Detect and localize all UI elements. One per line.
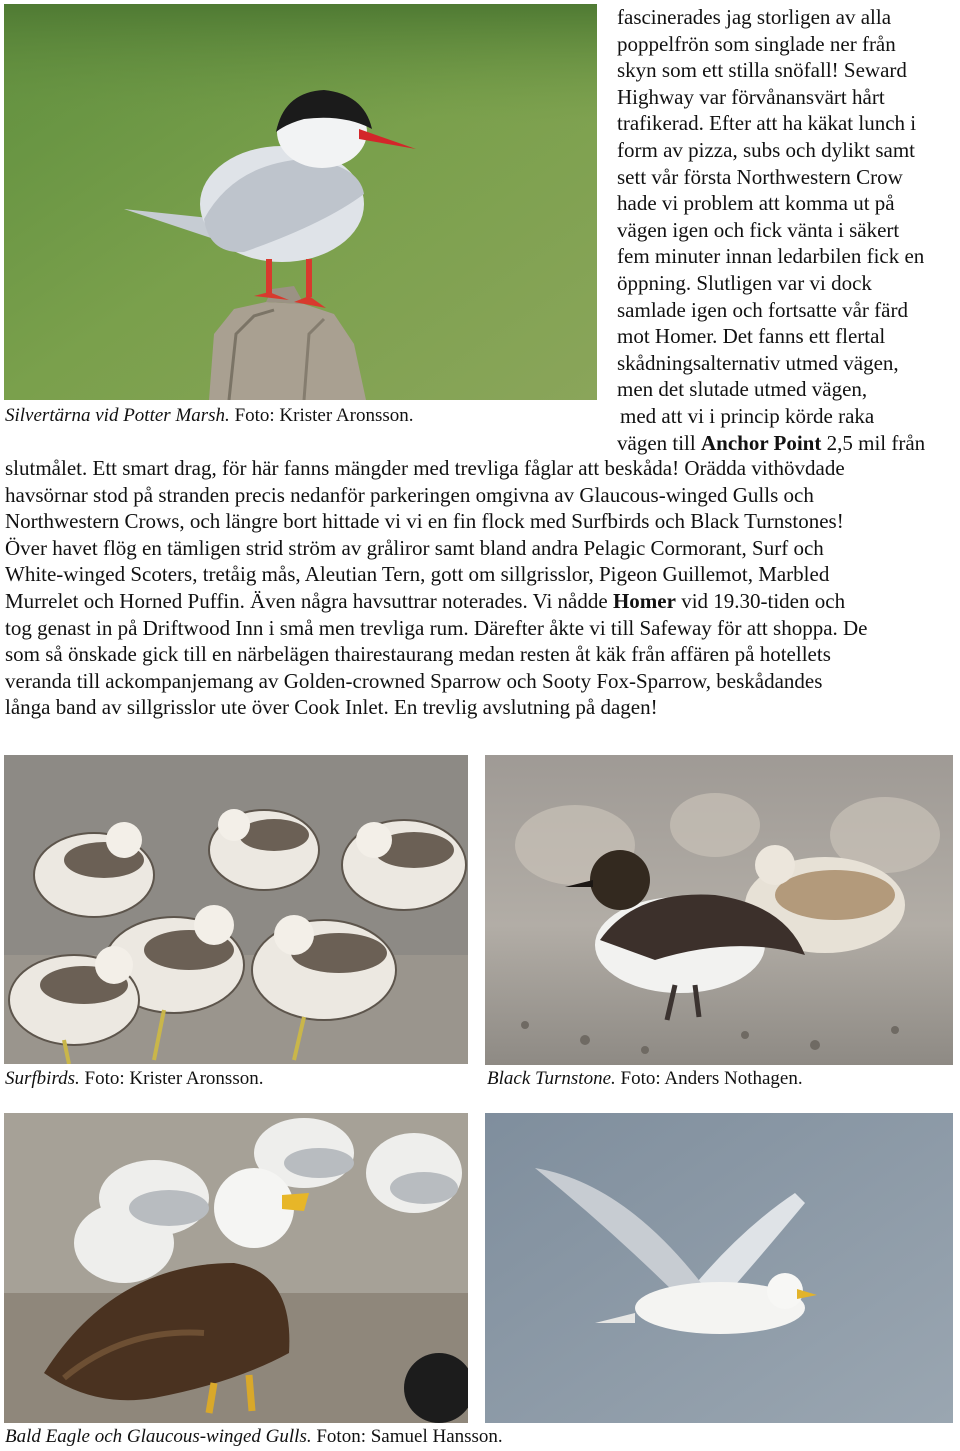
body-line: White-winged Scoters, tretåig mås, Aleutian Tern, gott om sillgrisslor, Pigeon Guillemot, Marbled bbox=[5, 562, 830, 587]
body-line: långa band av sillgrisslor ute över Cook Inlet. En trevlig avslutning på dagen! bbox=[5, 695, 658, 720]
anchor-line-before: vägen till bbox=[617, 430, 701, 455]
right-column-line: fascinerades jag storligen av alla bbox=[617, 5, 892, 29]
anchor-point-line bbox=[617, 430, 925, 457]
right-column-line: sett vår första Northwestern Crow bbox=[617, 164, 903, 189]
right-column-line: skådningsalternativ utmed vägen, bbox=[617, 350, 899, 375]
body-line-text: Murrelet och Horned Puffin. Även några havsuttrar noterades. Vi nådde bbox=[5, 588, 613, 613]
caption-credit: Foton: Samuel Hansson. bbox=[311, 1426, 503, 1447]
body-line: som så önskade gick till en närbelägen thairestaurang medan resten åt käk från affären på hotellets bbox=[5, 642, 831, 667]
caption-credit: Foto: Krister Aronsson. bbox=[229, 405, 414, 426]
right-column-line: mot Homer. Det fanns ett flertal bbox=[617, 324, 886, 349]
caption-credit: Foto: Anders Nothagen. bbox=[615, 1068, 803, 1089]
caption-bald-eagle bbox=[5, 1425, 503, 1449]
photo-black-turnstone bbox=[485, 755, 953, 1065]
right-column-line: poppelfrön som singlade ner från bbox=[617, 31, 896, 56]
right-column-line: öppning. Slutligen var vi dock bbox=[617, 271, 872, 295]
caption-species: Surfbirds. bbox=[5, 1068, 80, 1089]
caption-species: Black Turnstone. bbox=[487, 1068, 616, 1089]
body-line: Över havet flög en tämligen strid ström av gråliror samt bland andra Pelagic Cormorant, Surf och bbox=[5, 535, 824, 560]
right-column-line: men det slutade utmed vägen, bbox=[617, 377, 868, 402]
body-paragraph bbox=[5, 455, 957, 721]
right-column-line: form av pizza, subs och dylikt samt bbox=[617, 138, 916, 162]
place-name-homer: Homer bbox=[612, 588, 676, 613]
body-line: veranda till ackompanjemang av Golden-crowned Sparrow och Sooty Fox-Sparrow, beskådandes bbox=[5, 668, 823, 693]
photo-bald-eagle bbox=[4, 1113, 468, 1423]
caption-species: Bald Eagle och Glaucous-winged Gulls. bbox=[5, 1426, 312, 1447]
right-column-line: Highway var förvånansvärt hårt bbox=[617, 84, 885, 109]
right-column-line: hade vi problem att komma ut på bbox=[617, 191, 895, 216]
caption-species: Silvertärna vid Potter Marsh. bbox=[5, 405, 230, 426]
right-column-line: med att vi i princip körde raka bbox=[620, 404, 875, 428]
right-column-line: samlade igen och fortsatte vår färd bbox=[617, 297, 908, 322]
caption-credit: Foto: Krister Aronsson. bbox=[79, 1068, 264, 1089]
right-column-line: trafikerad. Efter att ha käkat lunch i bbox=[617, 111, 917, 136]
body-line: slutmålet. Ett smart drag, för här fanns mängder med trevliga fåglar att beskåda! Orädda vithövdade bbox=[5, 456, 845, 480]
caption-black-turnstone bbox=[487, 1067, 803, 1091]
photo-arctic-tern bbox=[4, 4, 597, 400]
place-name-anchor-point: Anchor Point bbox=[700, 430, 822, 455]
body-line: tog genast in på Driftwood Inn i små men trevliga rum. Därefter åkte vi till Safeway för att shoppa. De bbox=[5, 615, 868, 640]
body-line bbox=[5, 588, 957, 615]
body-line: Northwestern Crows, och längre bort hittade vi vi en fin flock med Surfbirds och Black Turnstones! bbox=[5, 509, 844, 534]
right-column-line: fem minuter innan ledarbilen fick en bbox=[617, 244, 925, 269]
caption-arctic-tern bbox=[5, 404, 414, 428]
anchor-line-after: 2,5 mil från bbox=[821, 430, 926, 455]
right-column-line: vägen igen och fick vänta i säkert bbox=[617, 217, 900, 242]
caption-surfbirds bbox=[5, 1067, 263, 1091]
photo-surfbirds bbox=[4, 755, 468, 1064]
photo-flying-gull bbox=[485, 1113, 953, 1423]
body-line-text: vid 19.30-tiden och bbox=[675, 588, 846, 613]
right-column-line: skyn som ett stilla snöfall! Seward bbox=[617, 58, 907, 83]
body-line: havsörnar stod på stranden precis nedanför parkeringen omgivna av Glaucous-winged Gulls och bbox=[5, 482, 814, 507]
